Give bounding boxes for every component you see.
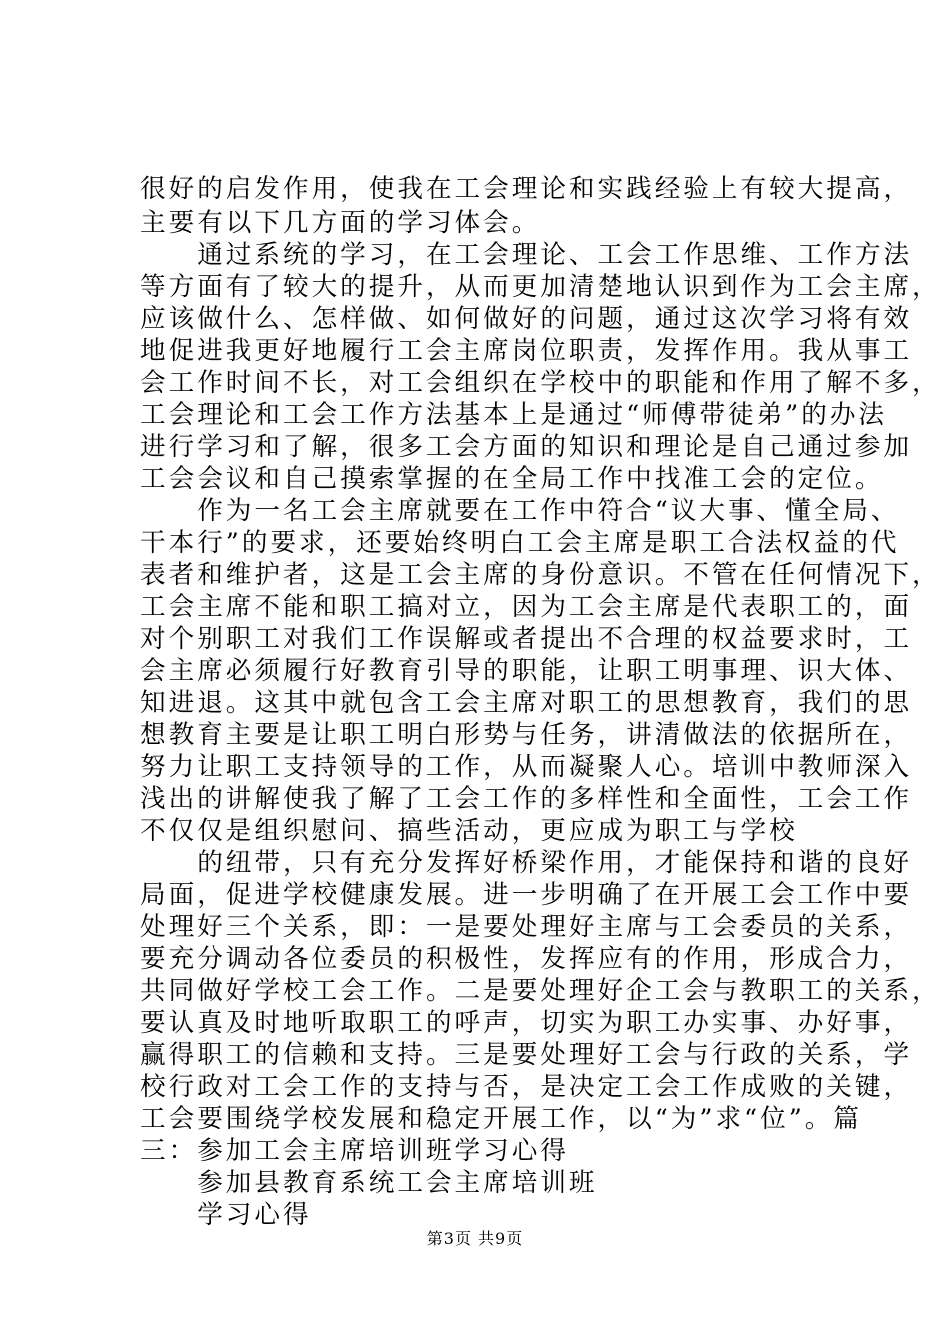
- text-line: 工会要围绕学校发展和稳定开展工作，以“为”求“位”。篇: [140, 1104, 862, 1134]
- text-line: 工会主席不能和职工搞对立，因为工会主席是代表职工的，面: [140, 592, 913, 622]
- text-line: 学习心得: [140, 1200, 312, 1230]
- text-line: 三：参加工会主席培训班学习心得: [140, 1136, 569, 1166]
- text-line: 主要有以下几方面的学习体会。: [140, 208, 541, 238]
- text-line: 要认真及时地听取职工的呼声，切实为职工办实事、办好事，: [140, 1008, 913, 1038]
- text-line: 处理好三个关系，即：一是要处理好主席与工会委员的关系，: [140, 912, 913, 942]
- text-line: 不仅仅是组织慰问、搞些活动，更应成为职工与学校: [140, 816, 798, 846]
- text-line: 通过系统的学习，在工会理论、工会工作思维、工作方法: [140, 240, 913, 270]
- text-line: 校行政对工会工作的支持与否，是决定工会工作成败的关键，: [140, 1072, 913, 1102]
- text-line: 很好的启发作用，使我在工会理论和实践经验上有较大提高，: [140, 174, 913, 204]
- text-line: 工会会议和自己摸索掌握的在全局工作中找准工会的定位。: [140, 464, 884, 494]
- text-line: 会主席必须履行好教育引导的职能，让职工明事理、识大体、: [140, 656, 913, 686]
- page-number-footer: 第3页 共9页: [426, 1229, 524, 1248]
- text-line: 干本行”的要求，还要始终明白工会主席是职工合法权益的代: [140, 528, 900, 558]
- text-line: 局面，促进学校健康发展。进一步明确了在开展工会工作中要: [140, 880, 913, 910]
- text-line: 表者和维护者，这是工会主席的身份意识。不管在任何情况下，: [140, 560, 941, 590]
- text-line: 参加县教育系统工会主席培训班: [140, 1168, 598, 1198]
- text-line: 应该做什么、怎样做、如何做好的问题，通过这次学习将有效: [140, 304, 913, 334]
- text-line: 赢得职工的信赖和支持。三是要处理好工会与行政的关系，学: [140, 1040, 913, 1070]
- text-line: 等方面有了较大的提升，从而更加清楚地认识到作为工会主席，: [140, 272, 941, 302]
- text-line: 工会理论和工会工作方法基本上是通过“师傅带徒弟”的办法: [140, 400, 888, 430]
- text-line: 作为一名工会主席就要在工作中符合“议大事、懂全局、: [140, 496, 900, 526]
- text-line: 的纽带，只有充分发挥好桥梁作用，才能保持和谐的良好: [140, 848, 913, 878]
- text-line: 对个别职工对我们工作误解或者提出不合理的权益要求时，工: [140, 624, 913, 654]
- text-line: 共同做好学校工会工作。二是要处理好企工会与教职工的关系，: [140, 976, 941, 1006]
- text-line: 地促进我更好地履行工会主席岗位职责，发挥作用。我从事工: [140, 336, 913, 366]
- text-line: 会工作时间不长，对工会组织在学校中的职能和作用了解不多，: [140, 368, 941, 398]
- text-line: 要充分调动各位委员的积极性，发挥应有的作用，形成合力，: [140, 944, 913, 974]
- text-line: 知进退。这其中就包含工会主席对职工的思想教育，我们的思: [140, 688, 913, 718]
- text-line: 浅出的讲解使我了解了工会工作的多样性和全面性，工会工作: [140, 784, 913, 814]
- text-line: 努力让职工支持领导的工作，从而凝聚人心。培训中教师深入: [140, 752, 913, 782]
- text-line: 进行学习和了解，很多工会方面的知识和理论是自己通过参加: [140, 432, 913, 462]
- text-line: 想教育主要是让职工明白形势与任务，讲清做法的依据所在，: [140, 720, 913, 750]
